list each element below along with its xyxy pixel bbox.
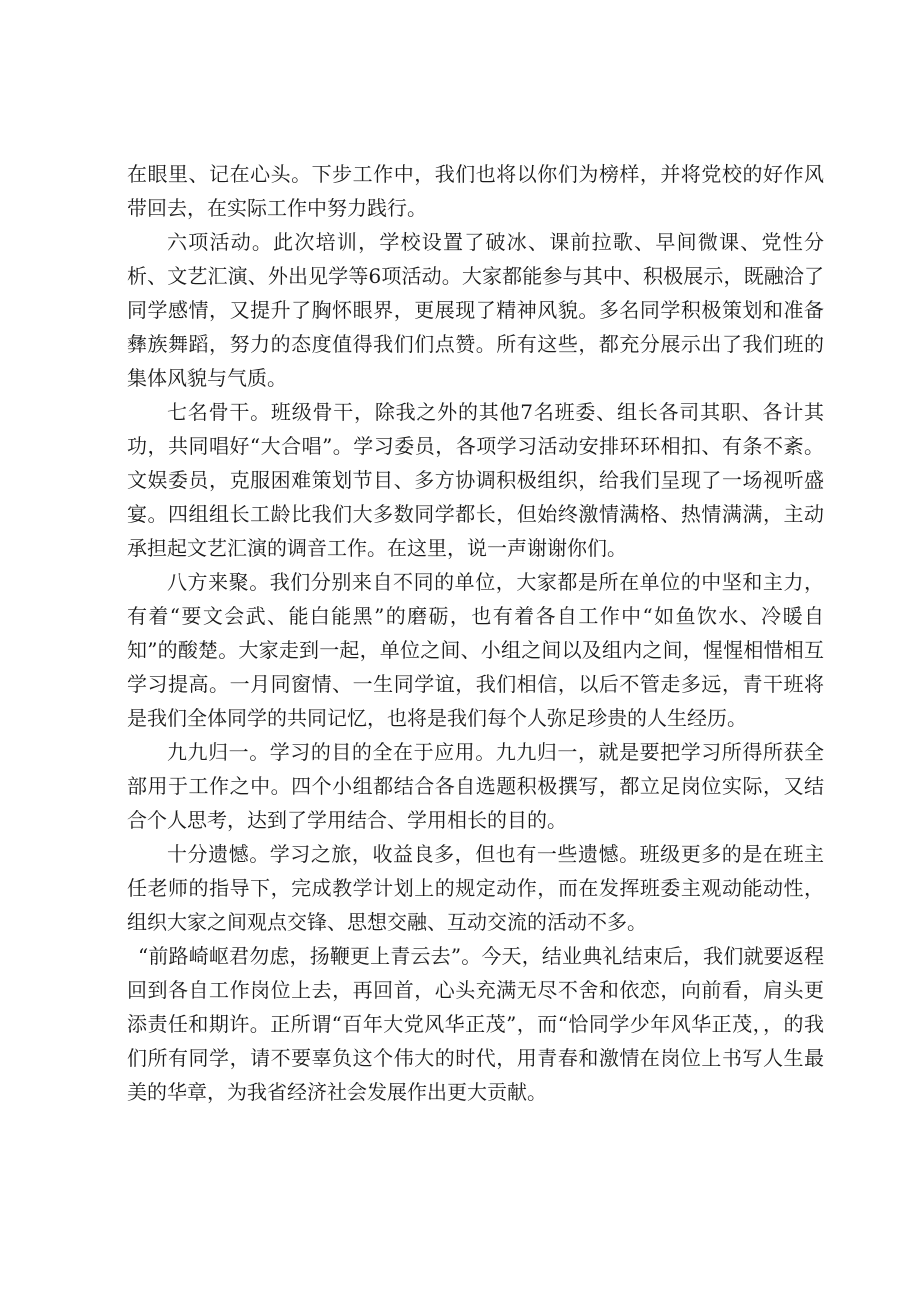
- paragraph-six-activities: 六项活动。此次培训，学校设置了破冰、课前拉歌、早间微课、党性分析、文艺汇演、外出见学等6项活动。大家都能参与其中、积极展示，既融洽了同学感情，又提升了胸怀眼界，更展现了精神风貌。多名同学积极策划和准备彝族舞蹈，努力的态度值得我们们点赞。所有这些，都充分展示出了我们班的集体风貌与气质。: [127, 230, 824, 390]
- paragraph-closing: “前路崎岖君勿虑，扬鞭更上青云去”。今天，结业典礼结束后，我们就要返程回到各自工作岗位上去，再回首，心头充满无尽不舍和依恋，向前看，肩头更添责任和期许。正所谓“百年大党风华正茂”，而“恰同学少年风华正茂，，的我们所有同学，请不要辜负这个伟大的时代，用青春和激情在岗位上书写人生最美的华章，为我省经济社会发展作出更大贡献。: [127, 944, 824, 1104]
- document-body: [127, 157, 824, 1109]
- paragraph-continuation: 在眼里、记在心头。下步工作中，我们也将以你们为榜样，并将党校的好作风带回去，在实际工作中努力践行。: [127, 162, 824, 220]
- paragraph-eight-directions: 八方来聚。我们分别来自不同的单位，大家都是所在单位的中坚和主力，有着“要文会武、能白能黑”的磨砺，也有着各自工作中“如鱼饮水、冷暖自知”的酸楚。大家走到一起，单位之间、小组之间以及组内之间，惺惺相惜相互学习提高。一月同窗情、一生同学谊，我们相信，以后不管走多远，青干班将是我们全体同学的共同记忆，也将是我们每个人弥足珍贵的人生经历。: [127, 570, 824, 730]
- paragraph-ten-regrets: 十分遗憾。学习之旅，收益良多，但也有一些遗憾。班级更多的是在班主任老师的指导下，完成教学计划上的规定动作，而在发挥班委主观动能动性，组织大家之间观点交锋、思想交融、互动交流的活动不多。: [127, 842, 824, 934]
- paragraph-seven-backbones: 七名骨干。班级骨干，除我之外的其他7名班委、组长各司其职、各计其功，共同唱好“大合唱”。学习委员，各项学习活动安排环环相扣、有条不紊。文娱委员，克服困难策划节目、多方协调积极组织，给我们呈现了一场视听盛宴。四组组长工龄比我们大多数同学都长，但始终激情满格、热情满满，主动承担起文艺汇演的调音工作。在这里，说一声谢谢你们。: [127, 400, 824, 560]
- paragraph-nine-into-one: 九九归一。学习的目的全在于应用。九九归一，就是要把学习所得所获全部用于工作之中。四个小组都结合各自选题积极撰写，都立足岗位实际，又结合个人思考，达到了学用结合、学用相长的目的。: [127, 740, 824, 832]
